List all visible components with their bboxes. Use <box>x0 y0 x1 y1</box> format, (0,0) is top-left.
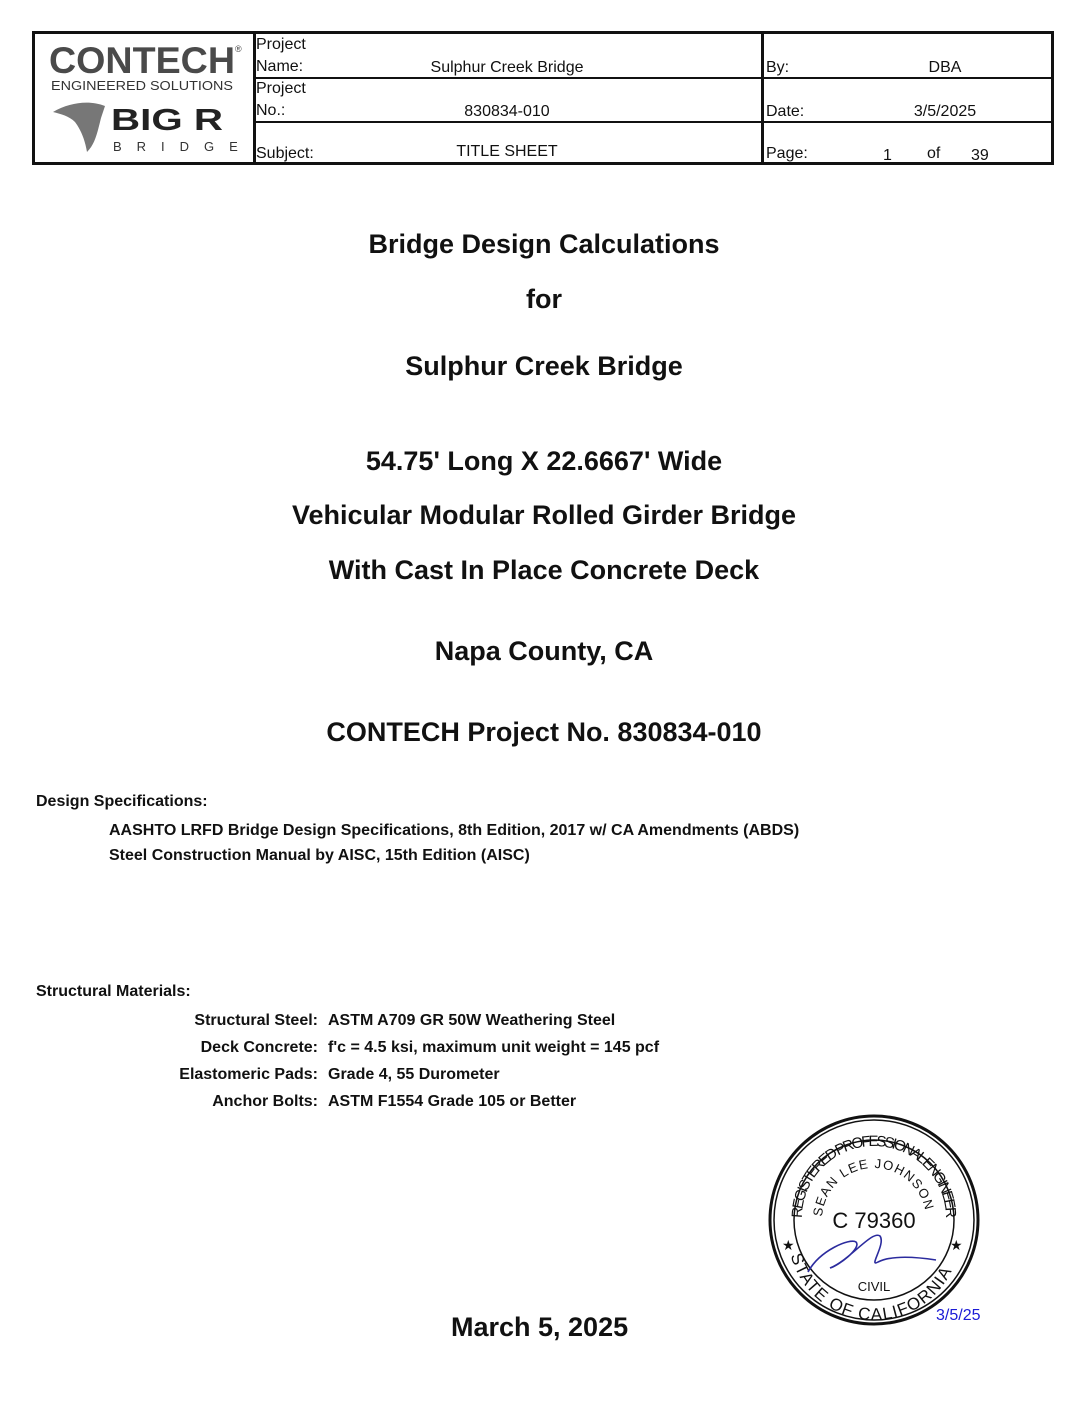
doc-title-for: for <box>526 284 562 314</box>
page-total: 39 <box>971 147 989 164</box>
subject-value: TITLE SHEET <box>456 143 558 160</box>
header-divider <box>761 34 764 162</box>
page-label: Page: <box>766 145 808 162</box>
seal-outer-bottom: STATE OF CALIFORNIA <box>786 1250 956 1325</box>
page-of: of <box>927 145 941 162</box>
svg-text:ENGINEERED SOLUTIONS: ENGINEERED SOLUTIONS <box>51 78 234 93</box>
title-block <box>32 31 1054 165</box>
project-no-value: 830834-010 <box>464 103 550 120</box>
engineer-seal <box>760 1110 1000 1340</box>
project-name-label-1: Project <box>256 36 306 53</box>
svg-text:BIG R: BIG R <box>111 102 223 137</box>
seal-discipline: CIVIL <box>857 1279 891 1294</box>
seal-name: SEAN LEE JOHNSON <box>810 1155 937 1218</box>
seal-license: C 79360 <box>832 1208 916 1233</box>
page-number: 1 <box>883 147 892 164</box>
date-value: 3/5/2025 <box>913 103 977 120</box>
material-value: Grade 4, 55 Durometer <box>328 1066 500 1083</box>
material-value: f'c = 4.5 ksi, maximum unit weight = 145 pcf <box>328 1039 660 1056</box>
logo-area <box>35 34 256 162</box>
material-key: Deck Concrete: <box>200 1039 318 1056</box>
design-spec-item: AASHTO LRFD Bridge Design Specifications, 8th Edition, 2017 w/ CA Amendments (ABDS) <box>109 822 800 839</box>
by-label: By: <box>766 59 790 76</box>
deck-type: With Cast In Place Concrete Deck <box>328 555 760 585</box>
material-value: ASTM F1554 Grade 105 or Better <box>328 1093 577 1110</box>
project-no-label-2: No.: <box>256 102 286 119</box>
engineer-signature <box>808 1235 936 1272</box>
bridge-type: Vehicular Modular Rolled Girder Bridge <box>291 500 797 530</box>
contech-big-r-logo <box>35 34 253 162</box>
svg-text:BRIDGE: BRIDGE <box>113 139 253 154</box>
material-key: Anchor Bolts: <box>212 1093 318 1110</box>
footer-date: March 5, 2025 <box>451 1312 629 1342</box>
seal-sign-date: 3/5/25 <box>936 1307 981 1324</box>
material-key: Structural Steel: <box>194 1012 318 1029</box>
project-no-label-1: Project <box>256 80 306 97</box>
svg-text:★: ★ <box>782 1237 795 1253</box>
seal-outer-top: REGISTERED PROFESSIONAL ENGINEER <box>788 1132 960 1219</box>
bridge-name: Sulphur Creek Bridge <box>405 351 683 381</box>
svg-text:★: ★ <box>950 1237 963 1253</box>
location: Napa County, CA <box>434 636 654 666</box>
contech-project-no: CONTECH Project No. 830834-010 <box>326 717 762 747</box>
materials-heading: Structural Materials: <box>36 983 191 1000</box>
design-spec-item: Steel Construction Manual by AISC, 15th Edition (AISC) <box>109 847 530 864</box>
subject-label: Subject: <box>256 145 314 162</box>
design-specs-heading: Design Specifications: <box>36 793 208 810</box>
svg-text:®: ® <box>235 44 242 54</box>
svg-text:CONTECH: CONTECH <box>49 40 235 81</box>
date-label: Date: <box>766 103 805 120</box>
bridge-dimensions: 54.75' Long X 22.6667' Wide <box>365 446 723 476</box>
material-value: ASTM A709 GR 50W Weathering Steel <box>328 1012 616 1029</box>
project-name-value: Sulphur Creek Bridge <box>430 59 584 76</box>
doc-title: Bridge Design Calculations <box>368 229 720 259</box>
project-name-label-2: Name: <box>256 58 304 75</box>
material-key: Elastomeric Pads: <box>179 1066 318 1083</box>
by-value: DBA <box>928 59 962 76</box>
